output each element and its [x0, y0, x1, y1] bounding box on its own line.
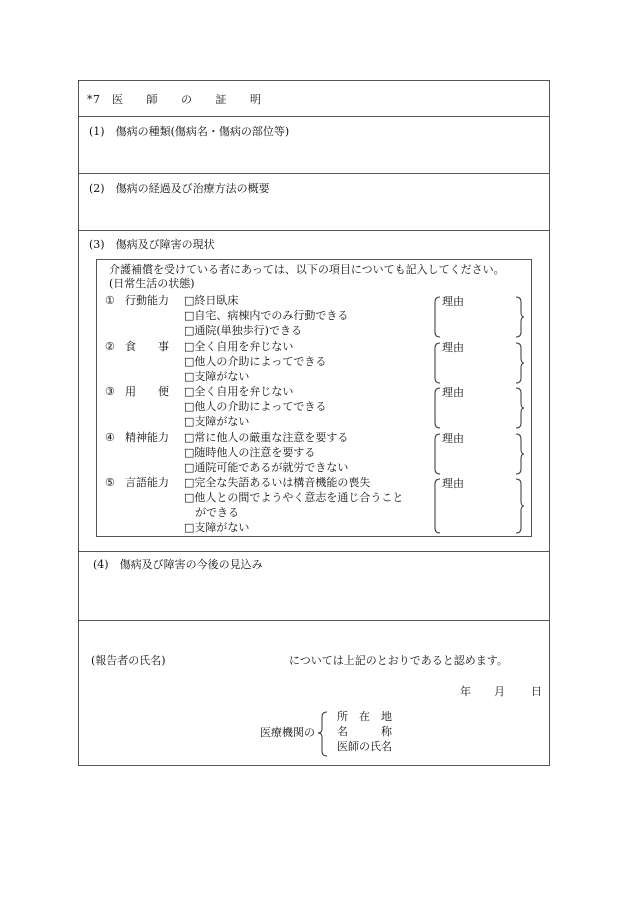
reporter-name-label: (報告者の氏名)	[91, 654, 166, 667]
section-3-label: (3) 傷病及び障害の現状	[89, 238, 215, 251]
checkbox-option[interactable]: □通院可能であるが就労できない	[184, 461, 349, 474]
reason-bracket-2[interactable]	[434, 342, 516, 380]
certification-statement: については上記のとおりであると認めます。	[289, 654, 508, 667]
checkbox-option[interactable]: □他人との間でようやく意志を通じ合うこと	[184, 491, 404, 504]
doctor-name-label: 医師の氏名	[337, 740, 392, 753]
year-label: 年	[460, 685, 471, 698]
item-4-num: ④	[105, 431, 115, 444]
month-label: 月	[494, 685, 505, 698]
reason-bracket-4[interactable]	[434, 433, 516, 471]
item-2-num: ②	[105, 340, 115, 353]
reason-label: 理由	[442, 432, 464, 445]
daily-life-box	[96, 259, 532, 537]
checkbox-option[interactable]: □全く自用を弁じない	[184, 385, 294, 398]
option-continuation: ができる	[184, 506, 239, 519]
reason-bracket-5[interactable]	[434, 478, 516, 516]
day-label: 日	[531, 685, 542, 698]
section-future-outlook[interactable]	[79, 552, 549, 621]
checkbox-option[interactable]: □全く自用を弁じない	[184, 340, 294, 353]
reason-label: 理由	[442, 295, 464, 308]
title-row	[79, 81, 549, 117]
section-2-label: (2) 傷病の経過及び治療方法の概要	[89, 182, 270, 195]
item-3-num: ③	[105, 385, 115, 398]
item-2-name: 食 事	[125, 340, 169, 353]
checkbox-option[interactable]: □随時他人の注意を要する	[184, 446, 316, 459]
doctor-certificate-form	[78, 80, 550, 766]
item-5-name: 言語能力	[125, 476, 169, 489]
checkbox-option[interactable]: □完全な失語あるいは構音機能の喪失	[184, 476, 371, 489]
reason-label: 理由	[442, 477, 464, 490]
checkbox-option[interactable]: □支障がない	[184, 370, 250, 383]
checkbox-option[interactable]: □終日臥床	[184, 294, 239, 307]
certification-section	[79, 621, 549, 767]
reason-label: 理由	[442, 341, 464, 354]
address-label: 所 在 地	[337, 710, 392, 723]
item-3-name: 用 便	[125, 385, 169, 398]
daily-life-subtitle: (日常生活の状態)	[109, 277, 195, 290]
item-1-num: ①	[105, 294, 115, 307]
item-1-name: 行動能力	[125, 294, 169, 307]
checkbox-option[interactable]: □通院(単独歩行)できる	[184, 324, 302, 337]
form-title: *7 医 師 の 証 明	[87, 93, 262, 106]
reason-bracket-3[interactable]	[434, 387, 516, 425]
section-injury-type[interactable]	[79, 117, 549, 174]
reason-bracket-1[interactable]	[434, 296, 516, 336]
institution-name-label: 名 称	[337, 725, 392, 738]
institution-label: 医療機関の	[260, 726, 315, 739]
checkbox-option[interactable]: □常に他人の厳重な注意を要する	[184, 431, 349, 444]
section-1-label: (1) 傷病の種類(傷病名・傷病の部位等)	[89, 125, 290, 138]
checkbox-option[interactable]: □自宅、病棟内でのみ行動できる	[184, 309, 349, 322]
section-treatment-course[interactable]	[79, 174, 549, 231]
checkbox-option[interactable]: □支障がない	[184, 521, 250, 534]
item-4-name: 精神能力	[125, 431, 169, 444]
left-brace-icon	[317, 711, 329, 757]
reason-label: 理由	[442, 386, 464, 399]
section-4-label: (4) 傷病及び障害の今後の見込み	[93, 558, 263, 571]
checkbox-option[interactable]: □支障がない	[184, 415, 250, 428]
item-5-num: ⑤	[105, 476, 115, 489]
checkbox-option[interactable]: □他人の介助によってできる	[184, 400, 327, 413]
care-note: 介護補償を受けている者にあっては、以下の項目についても記入してください。	[109, 263, 505, 276]
checkbox-option[interactable]: □他人の介助によってできる	[184, 355, 327, 368]
